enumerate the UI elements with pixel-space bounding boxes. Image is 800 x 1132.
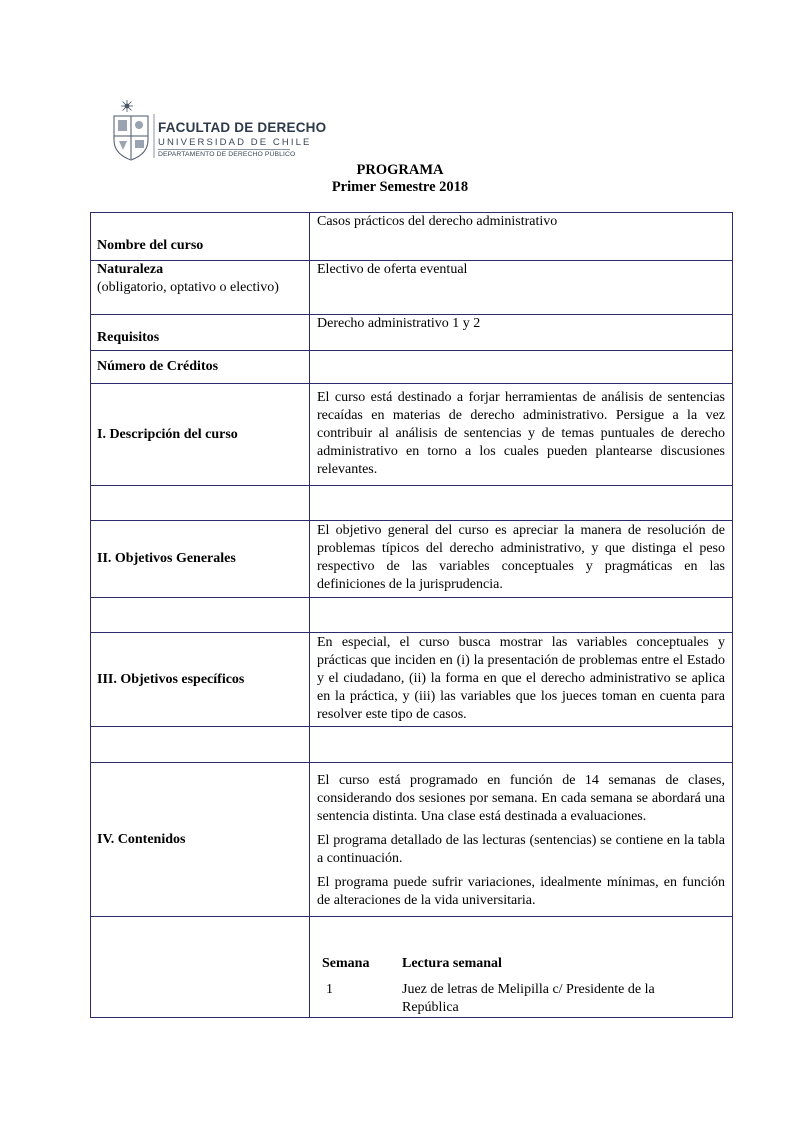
row-creditos <box>91 351 733 384</box>
label-descripcion: I. Descripción del curso <box>91 384 310 486</box>
empty-cell <box>91 486 310 521</box>
row-nombre <box>91 213 733 261</box>
value-obj-especificos: En especial, el curso busca mostrar las variables conceptuales y prácticas que inciden en (i) la presentación de problemas entre el Estado y el ciudadano, (ii) la forma en que el derecho administrativo se aplica en la práctica, y (iii) las variables que los jueces toman en cuenta para resolver este tipo de casos. <box>310 633 733 727</box>
header-week: Semana <box>322 956 370 971</box>
label-naturaleza <box>91 261 310 315</box>
row-empty-1 <box>91 486 733 521</box>
naturaleza-subtitle: (obligatorio, optativo o electivo) <box>97 280 279 295</box>
readings-table <box>322 955 692 1017</box>
label-obj-generales: II. Objetivos Generales <box>91 521 310 598</box>
document-title: PROGRAMA <box>356 162 444 178</box>
label-contenidos: IV. Contenidos <box>91 763 310 917</box>
row-obj-generales <box>91 521 733 598</box>
value-descripcion: El curso está destinado a forjar herramientas de análisis de sentencias recaídas en materias de derecho administrativo. Persigue a la vez contribuir al análisis de sentencias y de temas puntuales de derecho administrativo en torno a los cuales pueden plantearse discusiones relevantes. <box>310 384 733 486</box>
row-naturaleza <box>91 261 733 315</box>
header-reading: Lectura semanal <box>402 956 502 971</box>
empty-cell <box>91 598 310 633</box>
row-contenidos <box>91 763 733 917</box>
readings-cell <box>310 917 733 1018</box>
row-requisitos <box>91 315 733 351</box>
header-divider <box>158 149 290 150</box>
university-name: UNIVERSIDAD DE CHILE <box>158 137 312 148</box>
reading-week: 1 <box>326 982 333 997</box>
star-icon <box>121 100 133 112</box>
value-contenidos <box>310 763 733 917</box>
label-requisitos: Requisitos <box>91 315 310 351</box>
empty-cell <box>310 598 733 633</box>
program-table <box>90 212 733 1018</box>
label-nombre: Nombre del curso <box>91 213 310 261</box>
row-readings <box>91 917 733 1018</box>
value-naturaleza: Electivo de oferta eventual <box>310 261 733 315</box>
department-name: DEPARTAMENTO DE DERECHO PÚBLICO <box>158 151 296 158</box>
row-empty-2 <box>91 598 733 633</box>
empty-cell <box>310 486 733 521</box>
faculty-name: FACULTAD DE DERECHO <box>158 120 327 135</box>
empty-cell <box>310 727 733 763</box>
readings-header-row <box>322 955 692 981</box>
empty-cell <box>91 917 310 1018</box>
value-obj-generales: El objetivo general del curso es apreciar la manera de resolución de problemas típicos del derecho administrativo, y que distinga el peso respectivo de las variables conceptuales y pragmáticas en las definiciones de la jurisprudencia. <box>310 521 733 598</box>
document-subtitle: Primer Semestre 2018 <box>331 179 469 195</box>
row-obj-especificos <box>91 633 733 727</box>
empty-cell <box>91 727 310 763</box>
readings-row <box>322 981 692 1017</box>
naturaleza-title: Naturaleza <box>97 262 164 277</box>
row-empty-3 <box>91 727 733 763</box>
value-requisitos: Derecho administrativo 1 y 2 <box>310 315 733 351</box>
contenidos-paragraph-1: El curso está programado en función de 14 semanas de clases, considerando dos sesiones por semana. En cada semana se abordará una sentencia distinta. Una clase está destinada a evaluaciones. <box>317 773 725 824</box>
value-creditos <box>310 351 733 384</box>
row-descripcion <box>91 384 733 486</box>
shield-icon <box>114 116 148 160</box>
contenidos-paragraph-3: El programa puede sufrir variaciones, idealmente mínimas, en función de alteraciones de la vida universitaria. <box>317 875 725 908</box>
contenidos-paragraph-2: El programa detallado de las lecturas (sentencias) se contiene en la tabla a continuación. <box>317 833 725 866</box>
value-nombre: Casos prácticos del derecho administrativo <box>310 213 733 261</box>
label-creditos: Número de Créditos <box>91 351 310 384</box>
label-obj-especificos: III. Objetivos específicos <box>91 633 310 727</box>
reading-title: Juez de letras de Melipilla c/ Presidente de la República <box>402 982 655 1015</box>
